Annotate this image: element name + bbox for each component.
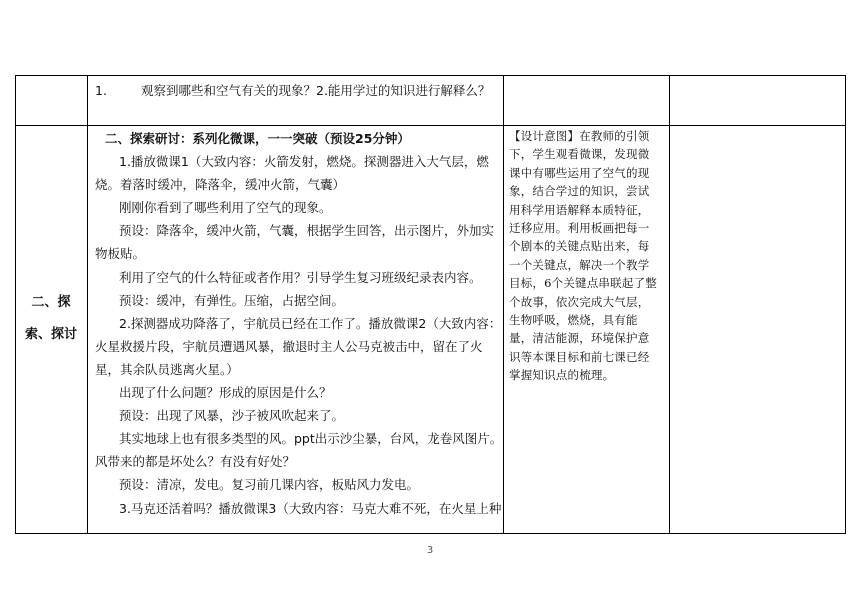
question-text: 观察到哪些和空气有关的现象？2.能用学过的知识进行解释么？ — [141, 83, 491, 98]
lesson-paragraph: 预设：出现了风暴，沙子被风吹起来了。 — [119, 408, 345, 424]
lesson-paragraph: 预设：缓冲，有弹性。压缩，占据空间。 — [119, 292, 345, 308]
lesson-paragraph: 1.播放微课1（大致内容：火箭发射，燃烧。探测器进入大气层，燃烧。着落时缓冲，降落伞，缓冲火箭，气囊） — [95, 154, 489, 193]
lesson-paragraph: 预设：清凉，发电。复习前几课内容，板贴风力发电。 — [119, 477, 420, 493]
section-heading: 二、探索研讨：系列化微课，一一突破（预设25分钟） — [105, 131, 410, 146]
lesson-paragraph: 预设：降落伞，缓冲火箭，气囊，根据学生回答，出示图片，外加实物板贴。 — [95, 223, 495, 262]
lesson-content-cell — [95, 127, 503, 520]
question-number: 1. — [95, 83, 107, 98]
lesson-paragraph: 利用了空气的什么特征或者作用？引导学生复习班级纪录表内容。 — [119, 269, 482, 285]
table-top-border — [15, 75, 846, 76]
lesson-paragraph: 刚刚你看到了哪些利用了空气的现象。 — [119, 200, 332, 216]
table-right-border — [845, 75, 846, 534]
column-divider — [503, 75, 504, 534]
row-divider — [15, 125, 846, 126]
lesson-plan-table — [15, 75, 846, 534]
table-left-border — [15, 75, 16, 534]
lesson-paragraph: 出现了什么问题？形成的原因是什么？ — [119, 385, 332, 401]
lesson-paragraph: 2.探测器成功降落了，宇航员已经在工作了。播放微课2（大致内容：火星救援片段，宇航员遭遇风暴，撤退时主人公马克被击中，留在了火星，其余队员逃离火星。） — [95, 315, 502, 377]
page-number: 3 — [426, 545, 434, 556]
stage-label-cell — [19, 287, 83, 351]
lesson-paragraph: 其实地球上也有很多类型的风。ppt出示沙尘暴，台风，龙卷风图片。风带来的都是坏处么？有没有好处？ — [95, 431, 503, 470]
lesson-paragraph: 3.马克还活着吗？播放微课3（大致内容：马克大难不死，在火星上种 — [119, 500, 502, 516]
column-divider — [669, 75, 670, 534]
column-divider — [87, 75, 88, 534]
table-bottom-border — [15, 533, 846, 534]
stage-label-line: 二、探 — [31, 295, 71, 310]
previous-questions-cell — [95, 80, 500, 102]
stage-label-line: 索、探讨 — [24, 327, 77, 342]
design-intent-cell: 【设计意图】在教师的引领下，学生观看微课，发现微课中有哪些运用了空气的现象，结合学过的知识，尝试用科学用语解释本质特征，迁移应用。利用板画把每一个剧本的关键点贴出来，每一个关键点，解决一个教学目标，6个关键点串联起了整个故事，依次完成大气层，生物呼吸，燃烧，具有能量，清洁能源，环境保护意识等本课目标和前七课已经掌握知识点的梳理。 — [509, 129, 657, 383]
